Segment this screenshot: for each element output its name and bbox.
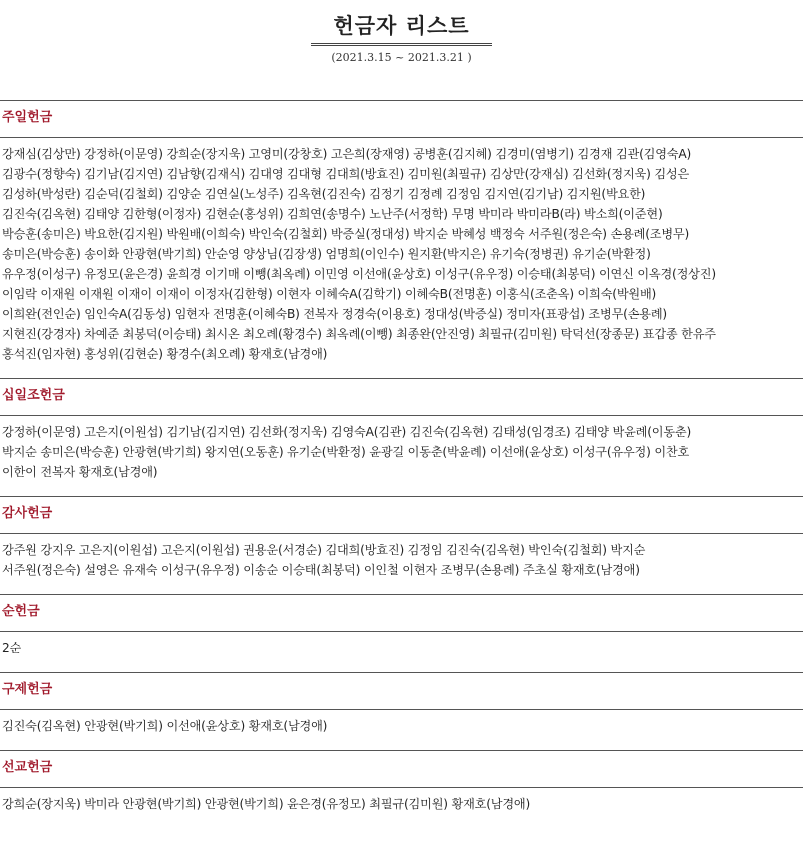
donor-list xyxy=(0,632,803,658)
page-header xyxy=(0,0,803,64)
donor-list xyxy=(0,788,803,814)
donor-line: 송미은(박승훈) 송이화 안광현(박기희) 안순영 양상님(김장생) 엄명희(이인수) 원지환(박지은) 유기숙(정병권) 유기순(박환정) xyxy=(2,247,651,261)
donor-list xyxy=(0,138,803,364)
donor-list xyxy=(0,710,803,736)
donor-line: 박지순 송미은(박승훈) 안광현(박기희) 왕지연(오동훈) 유기순(박환정) 윤광길 이동춘(박윤례) 이선애(윤상호) 이성구(유우정) 이찬호 xyxy=(2,445,690,459)
donor-line: 김성하(박성란) 김순덕(김철회) 김양순 김연실(노성주) 김옥현(김진숙) 김정기 김정례 김정임 김지연(김기남) 김지원(박요한) xyxy=(2,187,646,201)
offering-section xyxy=(0,594,803,658)
donor-line: 서주원(정은숙) 설영은 유재숙 이성구(유우정) 이송순 이승태(최봉덕) 이인철 이현자 조병무(손용례) 주초실 황재호(남경애) xyxy=(2,563,640,577)
section-title: 감사헌금 xyxy=(0,497,803,534)
donor-line: 이희완(전인순) 임인숙A(김동성) 임현자 전명훈(이혜숙B) 전복자 정경숙(이용호) 정대성(박증실) 정미자(표광섭) 조병무(손용례) xyxy=(2,307,667,321)
offering-section xyxy=(0,672,803,736)
section-title: 구제헌금 xyxy=(0,673,803,710)
offering-section xyxy=(0,378,803,482)
donor-line: 강희순(장지욱) 박미라 안광현(박기희) 안광현(박기희) 윤은경(유정모) 최필규(김미원) 황재호(남경애) xyxy=(2,797,531,811)
donor-line: 홍석진(임자현) 홍성위(김현순) 황경수(최오례) 황재호(남경애) xyxy=(2,347,328,361)
donor-line: 이한이 전복자 황재호(남경애) xyxy=(2,465,158,479)
donor-line: 유우정(이성구) 유정모(윤은경) 윤희경 이기매 이뺑(최옥례) 이민영 이선애(윤상호) 이성구(유우정) 이승태(최봉덕) 이연신 이옥경(정상진) xyxy=(2,267,716,281)
donor-line: 강재심(김상만) 강정하(이문영) 강희순(장지욱) 고영미(강창호) 고은희(장재영) 공병훈(김지혜) 김경미(염병기) 김경재 김관(김영숙A) xyxy=(2,147,692,161)
donor-line: 박승훈(송미은) 박요한(김지원) 박원배(이희숙) 박인숙(김철회) 박증실(정대성) 박지순 박혜성 백정숙 서주원(정은숙) 손용례(조병무) xyxy=(2,227,690,241)
donor-line: 김광수(정향숙) 김기남(김지연) 김남향(김재식) 김대영 김대형 김대희(방효진) 김미원(최필규) 김상만(강재심) 김선화(정지욱) 김성은 xyxy=(2,167,690,181)
offering-section xyxy=(0,750,803,814)
donor-list xyxy=(0,416,803,482)
donor-line: 강정하(이문영) 고은지(이원섭) 김기남(김지연) 김선화(정지욱) 김영숙A(김관) 김진숙(김옥현) 김태성(임경조) 김태양 박윤례(이동춘) xyxy=(2,425,692,439)
donor-line: 강주원 강지우 고은지(이원섭) 고은지(이원섭) 권용운(서경순) 김대희(방효진) 김정임 김진숙(김옥현) 박인숙(김철회) 박지순 xyxy=(2,543,646,557)
section-title: 십일조헌금 xyxy=(0,379,803,416)
offering-section xyxy=(0,496,803,580)
section-title: 순헌금 xyxy=(0,595,803,632)
donor-line: 김진숙(김옥현) 안광현(박기희) 이선애(윤상호) 황재호(남경애) xyxy=(2,719,328,733)
donor-line: 김진숙(김옥현) 김태양 김한형(이정자) 김현순(홍성위) 김희연(송명수) 노난주(서정학) 무명 박미라 박미라B(라) 박소희(이준현) xyxy=(2,207,663,221)
offering-section xyxy=(0,100,803,364)
section-title: 선교헌금 xyxy=(0,751,803,788)
section-title: 주일헌금 xyxy=(0,101,803,138)
page-title: 헌금자 리스트 xyxy=(311,10,491,46)
date-range: (2021.3.15 ~ 2021.3.21 ) xyxy=(331,51,472,64)
donor-line: 이임락 이재원 이재원 이재이 이재이 이정자(김한형) 이현자 이혜숙A(김학기) 이혜숙B(전명훈) 이홍식(조춘옥) 이희숙(박원배) xyxy=(2,287,657,301)
donor-line: 2순 xyxy=(2,641,22,655)
offering-sections xyxy=(0,100,803,814)
donor-list xyxy=(0,534,803,580)
donor-line: 지현진(강경자) 차예준 최봉덕(이승태) 최시온 최오례(황경수) 최옥례(이뺑) 최종완(안진영) 최필규(김미원) 탁덕선(장종문) 표갑종 한유주 xyxy=(2,327,716,341)
